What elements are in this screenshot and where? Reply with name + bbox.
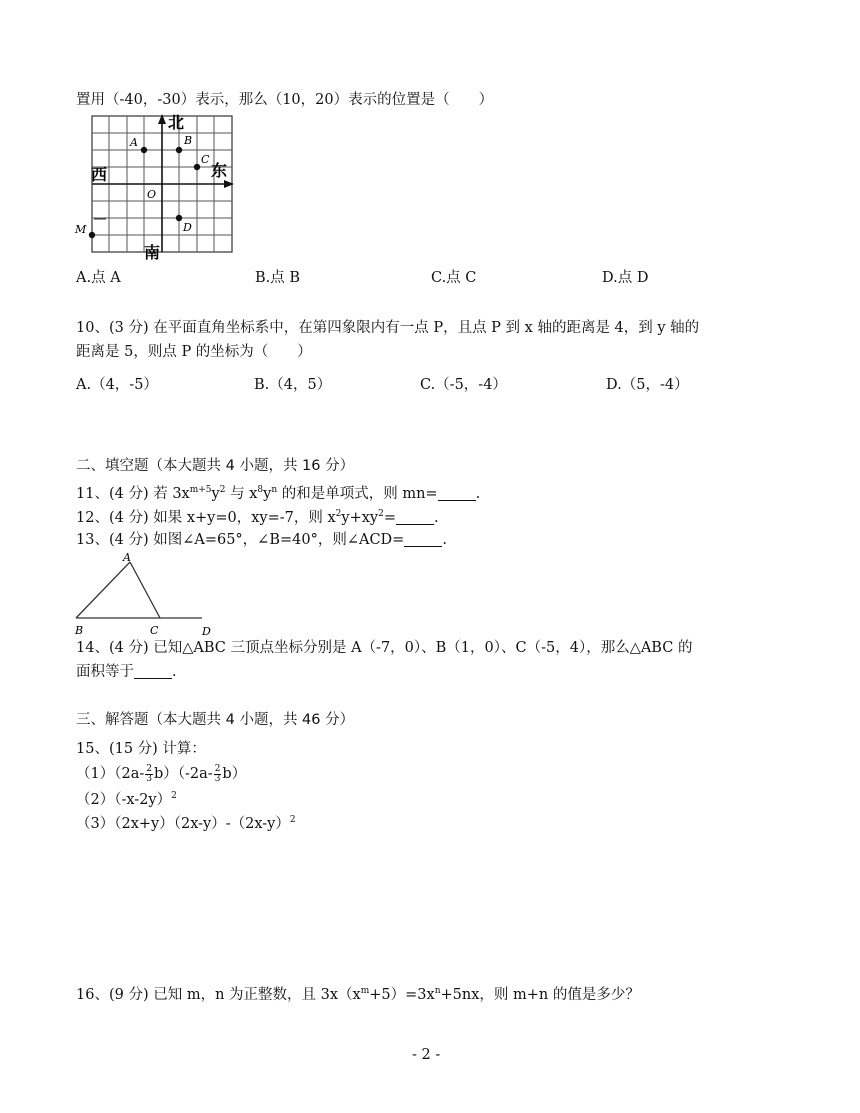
west-label: 西 — [91, 165, 108, 184]
tri-label-d: D — [202, 625, 211, 638]
label-a: A — [130, 136, 138, 149]
label-b: B — [184, 134, 193, 147]
q14-line2: 面积等于 . — [76, 664, 177, 680]
q13: 13、(4 分) 如图∠A=65°，∠B=40°，则∠ACD= . — [76, 532, 447, 548]
south-label: 南 — [144, 243, 161, 262]
section2-heading: 二、填空题（本大题共 4 小题，共 16 分） — [76, 458, 355, 474]
q15-part1: （1）（2a- $\frac{2}{3}$ b）（-2a- $\frac{2}{3}$ b） — [76, 763, 247, 784]
east-label: 东 — [211, 161, 228, 180]
section3-heading: 三、解答题（本大题共 4 小题，共 46 分） — [76, 712, 355, 728]
q13-answer-blank — [404, 532, 442, 547]
point-m — [89, 232, 95, 238]
q10-option-d: D.（5，-4） — [606, 377, 689, 393]
point-c — [194, 164, 200, 170]
label-d: D — [183, 221, 192, 234]
q10-line1: 10、(3 分) 在平面直角坐标系中，在第四象限内有一点 P，且点 P 到 x 轴的距离是 4，到 y 轴的 — [76, 320, 700, 336]
q9-option-c: C.点 C — [431, 270, 477, 286]
q13-triangle-figure — [70, 552, 230, 642]
q9-option-b: B.点 B — [255, 270, 301, 286]
origin-label: O — [147, 188, 157, 201]
q10-option-c: C.（-5，-4） — [420, 377, 507, 393]
q9-option-a: A.点 A — [76, 270, 121, 286]
q11: 11、(4 分) 若 $3x^{m+5}y^2$ 与 $x^8y^n$ 的和是单项式，则 mn= . — [76, 485, 481, 502]
q16: 16、(9 分) 已知 m，n 为正整数，且 $3x(x^m+5)=3x^n+5nx$，则 m+n 的值是多少？ — [76, 986, 640, 1003]
tri-label-a: A — [123, 552, 131, 564]
page-number: - 2 - — [412, 1047, 441, 1063]
tri-label-c: C — [150, 624, 159, 637]
q15-title: 15、(15 分) 计算： — [76, 741, 206, 757]
q10-option-a: A.（4，-5） — [76, 377, 158, 393]
q14-answer-blank — [134, 664, 172, 679]
q9-stem: 置用（-40，-30）表示，那么（10，20）表示的位置是（ ） — [76, 92, 494, 108]
q12-answer-blank — [396, 510, 434, 525]
point-d — [176, 215, 182, 221]
q9-option-d: D.点 D — [602, 270, 649, 286]
point-a — [141, 147, 147, 153]
label-m: M — [75, 223, 87, 236]
q10-line2: 距离是 5，则点 P 的坐标为（ ） — [76, 344, 312, 360]
q15-part3: $(3)(2x+y)(2x-y)-(2x-y)^2$ — [76, 815, 296, 832]
point-b — [176, 147, 182, 153]
q12: 12、(4 分) 如果 x+y=0，xy=-7，则 $x^2y+xy^2=$ . — [76, 509, 439, 526]
q9-grid-figure — [72, 112, 242, 262]
q10-option-b: B.（4，5） — [254, 377, 332, 393]
q11-answer-blank — [438, 486, 476, 501]
label-c: C — [201, 153, 210, 166]
q15-part2: $(2)(-x-2y)^2$ — [76, 791, 177, 808]
q14-line1: 14、(4 分) 已知△ABC 三顶点坐标分别是 A（-7，0）、B（1，0）、C（-5，4），那么△ABC 的 — [76, 640, 693, 656]
tri-label-b: B — [75, 624, 84, 637]
north-label: 北 — [168, 113, 185, 132]
